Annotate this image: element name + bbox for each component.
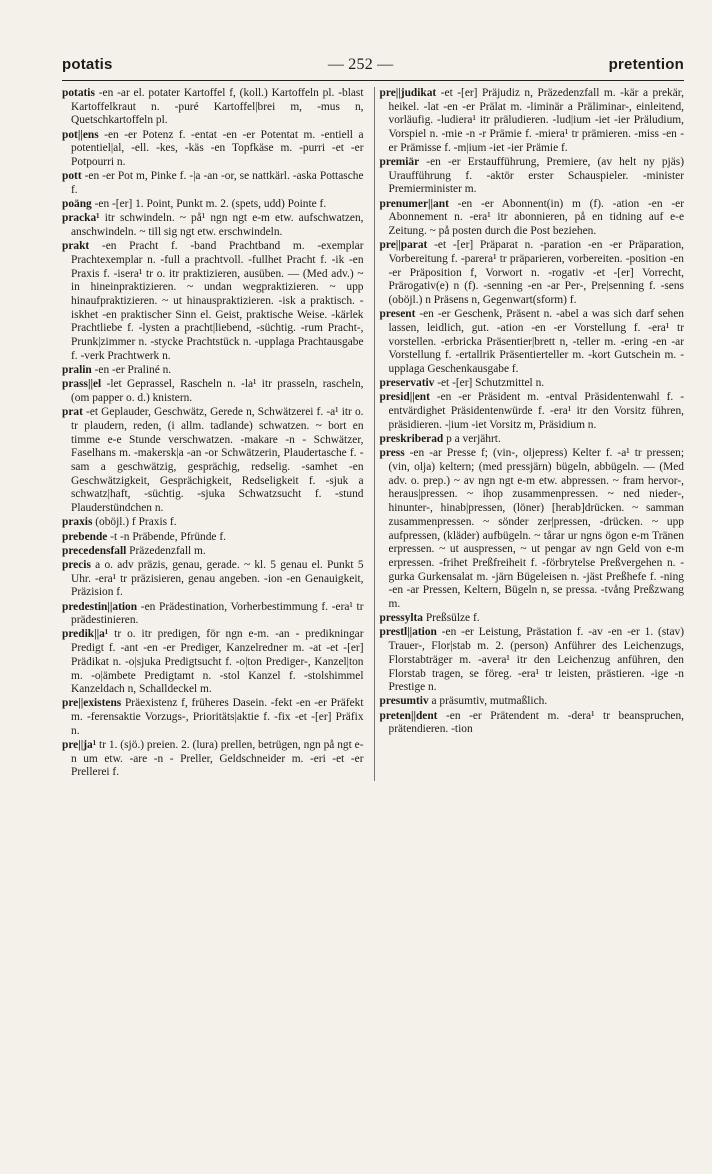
headword: prenumer||ant <box>379 197 449 210</box>
headword: precedensfall <box>62 544 127 557</box>
headword: prakt <box>62 240 90 253</box>
headword: poäng <box>62 198 92 211</box>
headword: presid||ent <box>379 391 430 404</box>
headword: pracka¹ <box>62 212 100 225</box>
dictionary-entry: pre||judikat -et -[er] Präjudiz n, Präzedenzfall m. -kär a prekär, heikel. -lat -en -er Prälat m. -liminär a Präliminar-, einleitend, vorläufig. -ludiera¹ itr präludieren. -lud|ium -iet -ier Präludium, Vorspiel n. -mie -n -r Prämie f. -miera¹ tr prämieren. -miss -en -er Prämisse f. -m|ium -iet -ier Prämie f. <box>379 87 684 154</box>
headword: predestin||ation <box>62 600 138 613</box>
headword: pre||existens <box>62 697 122 710</box>
headword: pre||judikat <box>379 87 437 99</box>
dictionary-entry: prestl||ation -en -er Leistung, Prästation f. -av -en -er 1. (stav) Trauer-, Flor|stab m. 2. (person) Anführer des Leichenzugs, Florstabträger m. -avera¹ itr den Leichenzug anführen, den Florstab tragen, se föreg. -era¹ tr leisten, prästieren. -ige -n Prestige n. <box>379 626 684 694</box>
dictionary-entry: pot||ens -en -er Potenz f. -entat -en -er Potentat m. -entiell a potentiel|al, -ell. -kes, -käs -en Topfkäse m. -purri -et -er Potpourri n. <box>62 128 364 169</box>
dictionary-entry: presid||ent -en -er Präsident m. -entval Präsidentenwahl f. -entvärdighet Präsidentenwürde f. -era¹ itr den Vorsitz führen, präsidieren. -|ium -iet Vorsitz m, Präsidium n. <box>379 391 684 431</box>
dictionary-entry: pracka¹ itr schwindeln. ~ på¹ ngn ngt e-m etw. aufschwatzen, anschwindeln. ~ till sig ngt etw. erschwindeln. <box>62 212 364 239</box>
headword: precis <box>62 558 91 571</box>
headword: prat <box>62 406 83 419</box>
headword: prebende <box>62 530 108 543</box>
dictionary-entry: praxis (oböjl.) f Praxis f. <box>62 516 177 529</box>
headword: preservativ <box>379 377 435 390</box>
headword: pressylta <box>379 612 423 625</box>
dictionary-entry: pott -en -er Pot m, Pinke f. -|a -an -or, se nattkärl. -aska Pottasche f. <box>62 170 364 196</box>
dictionary-entry: premiär -en -er Erstaufführung, Premiere, (av helt ny pjäs) Uraufführung f. -aktör erster Schauspieler. -minister Premierminister m. <box>379 156 684 196</box>
dictionary-entry: prakt -en Pracht f. -band Prachtband m. -exemplar Prachtexemplar n. -full a prachtvoll. -fullhet Pracht f. -ik -en Praxis f. -isera¹ tr o. itr praktizieren, ausüben. — (Med adv.) ~ in hineinpraktizieren. ~ undan wegpraktizieren. ~ upp hinaufpraktizieren. ~ ut hinauspraktizieren. -isk a praktisch. -iskhet -en praktischer Sinn el. Geist, praktische Weise. -kärlek Prachtliebe f. -lysten a pracht|liebend, -süchtig. -rum Pracht-, Prunk|zimmer n. -stycke Prachtstück n. -upplaga Prachtausgabe f. -verk Prachtwerk n. <box>62 240 364 362</box>
headword: present <box>379 308 416 321</box>
dictionary-entry: preskriberad p a verjährt. <box>379 433 501 446</box>
dictionary-entry: prass||el -let Geprassel, Rascheln n. -la¹ itr prasseln, rascheln, (om papper o. d.) knistern. <box>62 378 364 404</box>
dictionary-entry: pralin -en -er Praliné n. <box>62 364 172 377</box>
headword: pott <box>62 170 82 183</box>
dictionary-entry: predik||a¹ tr o. itr predigen, för ngn e-m. -an - predikningar Predigt f. -ant -en -er Prediger, Kanzelredner m. -at -et -[er] Prädikat n. -o|sjuka Predigtsucht f. -o|ton Prediger-, Kanzel|ton m. -o|ämbete Predigtamt n. -stol Kanzel f. -stolshimmel Kanzeldach n, Schalldeckel m. <box>62 628 364 696</box>
headword: praxis <box>62 516 93 529</box>
headword: press <box>379 447 405 460</box>
right-column <box>374 87 684 781</box>
header-left-guideword: potatis <box>62 56 113 73</box>
headword: pre||ja¹ <box>62 739 97 752</box>
page-header <box>62 56 684 81</box>
headword: predik||a¹ <box>62 628 109 641</box>
dictionary-entry: prat -et Geplauder, Geschwätz, Gerede n, Schwätzerei f. -a¹ itr o. tr plaudern, reden, (i allm. tadlande) schwatzen. ~ bort en timme e-e Stunde verschwatzen. -makare -n - Schwätzer, Faselhans m. -makersk|a -an -or Schwätzerin, Plaudertasche f. -sam a geschwätzig, gesprächig, redselig. -samhet -en Geschwätzigkeit, Gesprächigkeit, Redseligkeit f. -sjuk a schwatz|haft, -süchtig. -sjuka Schwatzsucht f. -stund Plauderstündchen n. <box>62 406 364 515</box>
headword: preskriberad <box>379 433 444 446</box>
page-number: — 252 — <box>327 56 394 73</box>
dictionary-entry: predestin||ation -en Prädestination, Vorherbestimmung f. -era¹ tr prädestinieren. <box>62 600 364 627</box>
header-right-guideword: pretention <box>608 56 684 73</box>
headword: prestl||ation <box>379 626 437 639</box>
headword: prass||el <box>62 378 102 391</box>
dictionary-entry: precis a o. adv präzis, genau, gerade. ~ kl. 5 genau el. Punkt 5 Uhr. -era¹ tr präzisieren, genau angeben. -ion -en Genauigkeit, Präzision f. <box>62 558 364 599</box>
dictionary-entry: pre||parat -et -[er] Präparat n. -paration -en -er Präparation, Vorbereitung f. -parera¹ tr präparieren, vorbereiten. -position -en -er Präposition f, Vorwort n. -rogativ -et -[er] Vorrecht, Prärogativ(e) n (f). -senning -en -ar Per-, Pre|senning f. -sens (oböjl.) n Präsens n, Gegenwart(sform) f. <box>379 239 684 307</box>
dictionary-entry: poäng -en -[er] 1. Point, Punkt m. 2. (spets, udd) Pointe f. <box>62 198 327 211</box>
dictionary-entry: press -en -ar Presse f; (vin-, oljepress) Kelter f. -a¹ tr pressen; (vin, olja) keltern; (med pressjärn) bügeln, abbügeln. — (Med adv. o. prep.) ~ av ngn ngt e-m etw. abpressen. ~ fram hervor-, heraus|pressen. ~ ihop zusammenpressen. ~ ned nieder-, hinunter-, hinab|pressen, (löner) [herab]drücken. ~ samman zusammenpressen. ~ sönder zer|pressen, -drücken. ~ upp aufpressen, (kläder) aufbügeln. ~ tårar ur ngns ögon e-m Tränen erpressen. ~ ut auspressen, ~ ut pengar av ngn Geld von e-m erpressen. -frihet Preßfreiheit f. -förbrytelse Preßvergehen n. -gurka Gurkensalat m. -järn Bügeleisen n. -jäst Preßhefe f. -ning -en -ar Pressen, Keltern, Bügeln n, se pressa. -tvång Preßzwang m. <box>379 447 684 611</box>
dictionary-entry: prenumer||ant -en -er Abonnent(in) m (f). -ation -en -er Abonnement n. -era¹ itr abonnieren, på en tidning auf e-e Zeitung. ~ på posten durch die Post beziehen. <box>379 197 684 238</box>
left-column <box>62 87 364 781</box>
dictionary-entry: prebende -t -n Präbende, Pfründe f. <box>62 530 226 543</box>
headword: premiär <box>379 156 420 169</box>
dictionary-entry: pre||existens Präexistenz f, früheres Dasein. -fekt -en -er Präfekt m. -ferensaktie Vorzugs-, Prioritäts|aktie f. -fix -et -[er] Präfix n. <box>62 697 364 737</box>
dictionary-entry: preservativ -et -[er] Schutzmittel n. <box>379 377 545 390</box>
dictionary-entry: preten||dent -en -er Prätendent m. -dera¹ tr beanspruchen, prätendieren. -tion <box>379 709 684 736</box>
headword: pre||parat <box>379 239 428 252</box>
dictionary-entry: present -en -er Geschenk, Präsent n. -abel a was sich darf sehen lassen, leidlich, gut. -ation -en -er Vorstellung f. -era¹ tr vorstellen. -erbricka Präsentier|brett n, -teller m. -ering -en -ar Vorstellung f. -ertallrik Präsentierteller m. -kort Gutschein m. -upplaga Geschenkausgabe f. <box>379 308 684 376</box>
dictionary-entry: potatis -en -ar el. potater Kartoffel f, (koll.) Kartoffeln pl. -blast Kartoffelkraut n. -puré Kartoffel|brei m, -mus n, Quetschkartoffeln pl. <box>62 87 364 127</box>
headword: pralin <box>62 364 92 377</box>
headword: presumtiv <box>379 695 429 708</box>
dictionary-entry: presumtiv a präsumtiv, mutmaßlich. <box>379 695 548 708</box>
dictionary-entry: pre||ja¹ tr 1. (sjö.) preien. 2. (lura) prellen, betrügen, ngn på ngt e-n um etw. -are -n - Preller, Geldschneider m. -eri -et -er Prellerei f. <box>62 739 364 779</box>
dictionary-entry: pressylta Preßsülze f. <box>379 612 480 625</box>
headword: pot||ens <box>62 128 99 141</box>
dictionary-entry: precedensfall Präzedenzfall m. <box>62 544 206 557</box>
headword: potatis <box>62 87 95 99</box>
headword: preten||dent <box>379 709 438 722</box>
